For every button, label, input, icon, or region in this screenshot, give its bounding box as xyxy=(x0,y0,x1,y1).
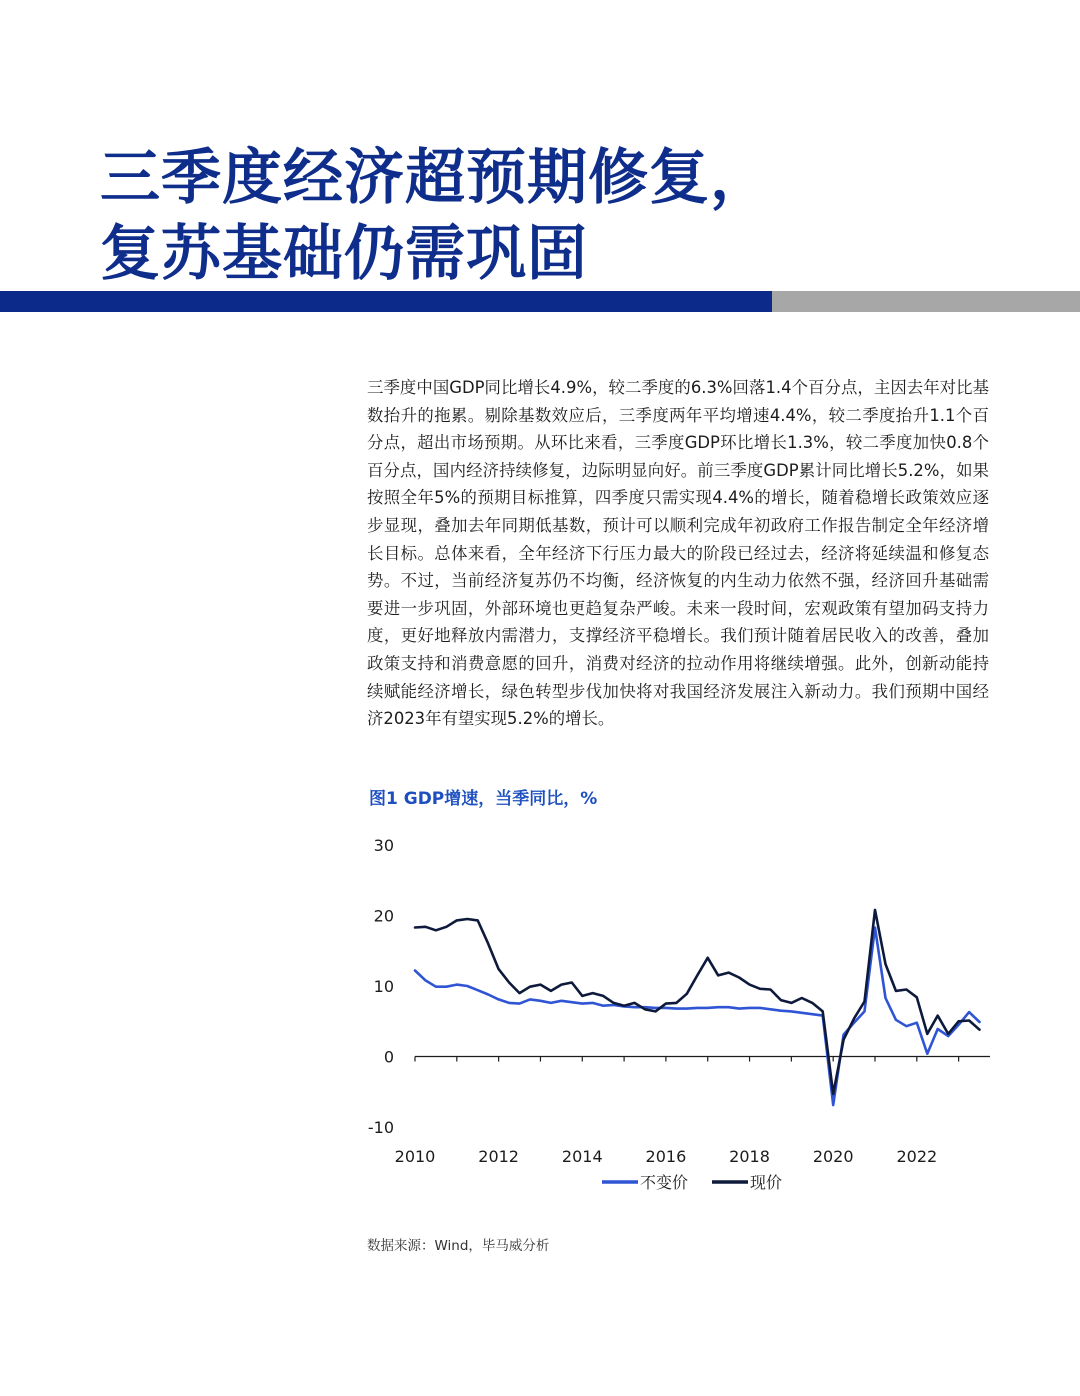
page-title-line-2: 复苏基础仍需巩固 xyxy=(100,219,588,289)
header-divider-gray xyxy=(772,291,1080,312)
y-tick-label: 30 xyxy=(373,836,394,855)
x-tick-label: 2014 xyxy=(561,1147,603,1166)
x-tick-label: 2022 xyxy=(896,1147,938,1166)
x-tick-label: 2012 xyxy=(478,1147,519,1166)
gdp-growth-chart xyxy=(350,820,1010,1210)
y-tick-label: 0 xyxy=(383,1047,394,1067)
body-paragraph: 三季度中国GDP同比增长4.9%，较二季度的6.3%回落1.4个百分点，主因去年对比基数抬升的拖累。剔除基数效应后，三季度两年平均增速4.4%，较二季度抬升1.1个百分点，超出市场预期。从环比来看，三季度GDP环比增长1.3%，较二季度加快0.8个百分点，国内经济持续修复，边际明显向好。前三季度GDP累计同比增长5.2%，如果按照全年5%的预期目标推算，四季度只需实现4.4%的增长，随着稳增长政策效应逐步显现，叠加去年同期低基数，预计可以顺利完成年初政府工作报告制定全年经济增长目标。总体来看，全年经济下行压力最大的阶段已经过去，经济将延续温和修复态势。不过，当前经济复苏仍不均衡，经济恢复的内生动力依然不强，经济回升基础需要进一步巩固，外部环境也更趋复杂严峻。未来一段时间，宏观政策有望加码支持力度，更好地释放内需潜力，支撑经济平稳增长。我们预计随着居民收入的改善，叠加政策支持和消费意愿的回升，消费对经济的拉动作用将继续增强。此外，创新动能持续赋能经济增长，绿色转型步伐加快将对我国经济发展注入新动力。我们预期中国经济2023年有望实现5.2%的增长。 xyxy=(367,378,989,729)
series-line-current-price xyxy=(415,910,980,1094)
header-divider-blue xyxy=(0,291,772,312)
x-tick-label: 2018 xyxy=(729,1147,770,1166)
y-tick-label: 20 xyxy=(373,906,394,926)
y-tick-label: -10 xyxy=(367,1118,394,1137)
x-tick-label: 2010 xyxy=(394,1147,436,1166)
series-line-constant-price xyxy=(415,928,980,1106)
y-tick-label: 10 xyxy=(373,977,394,996)
figure-caption: 图1 GDP增速，当季同比，% xyxy=(369,789,598,809)
legend-label: 不变价 xyxy=(640,1173,689,1192)
data-source-note: 数据来源：Wind，毕马威分析 xyxy=(367,1238,550,1254)
legend-label: 现价 xyxy=(750,1173,783,1192)
x-tick-label: 2016 xyxy=(645,1147,687,1166)
page-title-line-1: 三季度经济超预期修复， xyxy=(100,143,771,213)
x-tick-label: 2020 xyxy=(812,1147,854,1166)
page-title xyxy=(100,140,771,292)
